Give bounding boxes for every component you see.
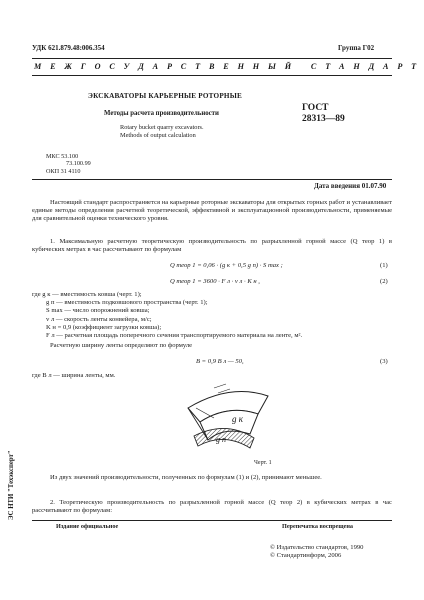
side-stamp: ЭС НТИ "Техэксперт" bbox=[8, 450, 15, 520]
paragraph-2: 2. Теоретическую производительность по разрыхленной горной массе (Q теор 2) в кубических метрах в час рассчитывают по формулам: bbox=[32, 499, 392, 515]
mks-code-2: 73.100.99 bbox=[66, 160, 91, 168]
official-edition: Издание официальное bbox=[56, 523, 119, 530]
formula-1-number: (1) bbox=[380, 262, 388, 269]
banner: М Е Ж Г О С У Д А Р С Т В Е Н Н Ы Й С Т А Н Д А Р Т bbox=[34, 62, 420, 71]
reprint-notice: Перепечатка воспрещена bbox=[282, 523, 353, 530]
doc-title: ЭКСКАВАТОРЫ КАРЬЕРНЫЕ РОТОРНЫЕ bbox=[88, 92, 242, 100]
top-rule bbox=[32, 58, 392, 59]
formula-1: Q теор 1 = 0,06 · (g к + 0,5 g п) · S max ; bbox=[170, 262, 283, 269]
def-gk: где g к — вместимость ковша (черт. 1); bbox=[32, 291, 142, 298]
gost-number bbox=[302, 103, 345, 125]
figure-caption: Черт. 1 bbox=[254, 460, 272, 466]
formula-2-number: (2) bbox=[380, 278, 388, 285]
mid-rule bbox=[32, 179, 392, 180]
def-gn: g п — вместимость подковшового пространства (черт. 1); bbox=[46, 299, 208, 307]
def-fl: F л — расчетная площадь поперечного сечения транспортируемого материала на ленте, м². bbox=[46, 332, 303, 340]
def-smax: S max — число опорожнений ковша; bbox=[46, 307, 150, 315]
english-title-line-1: Rotary bucket quarry excavators. bbox=[120, 124, 204, 131]
label-gk: g к bbox=[232, 414, 243, 424]
def-vl: v л — скорость ленты конвейера, м/с; bbox=[46, 315, 152, 323]
udk-code: УДК 621.879.48:006.354 bbox=[32, 44, 105, 52]
def-bl: где B л — ширина ленты, мм. bbox=[32, 372, 116, 379]
doc-subtitle: Методы расчета производительности bbox=[104, 110, 219, 117]
footer-rule bbox=[32, 520, 392, 521]
english-title bbox=[120, 124, 204, 140]
paragraph-min: Из двух значений производительности, полученных по формулам (1) и (2), принимают меньшее. bbox=[50, 474, 322, 481]
bucket-tooth-marks bbox=[214, 384, 230, 393]
group-code: Группа Г02 bbox=[338, 44, 375, 52]
english-title-line-2: Methods of output calculation bbox=[120, 132, 196, 139]
gost-label: ГОСТ bbox=[302, 103, 329, 113]
bucket-figure bbox=[170, 378, 280, 458]
paragraph-width: Расчетную ширину ленты определяют по формуле bbox=[50, 342, 193, 349]
mks-code: МКС 53.100 bbox=[46, 153, 79, 160]
intro-date: Дата введения 01.07.90 bbox=[314, 182, 387, 190]
paragraph-scope: Настоящий стандарт распространяется на карьерные роторные экскаваторы для открытых горных работ и устанавливает единые методы определения расчетной теоретической, эффективной и эксплуатационной производительности, применяемые для сравнительной оценки технического уровня. bbox=[32, 199, 392, 223]
okp-code: ОКП 31 4110 bbox=[46, 167, 81, 175]
definitions bbox=[32, 291, 392, 340]
banner-rule bbox=[32, 75, 392, 76]
label-gn: g п bbox=[216, 435, 226, 444]
dimension-line bbox=[196, 408, 214, 418]
copyright-2: © Стандартинформ, 2006 bbox=[270, 552, 342, 560]
paragraph-1: 1. Максимальную расчетную теоретическую производительность по разрыхленной горной массе (Q теор 1) в кубических метрах в час рассчитывают по формулам bbox=[32, 238, 392, 254]
formula-3-number: (3) bbox=[380, 358, 388, 365]
classification-codes bbox=[46, 153, 91, 175]
copyright bbox=[270, 544, 363, 560]
formula-3: B = 0,9 B л — 50, bbox=[196, 358, 244, 365]
copyright-1: © Издательство стандартов, 1990 bbox=[270, 544, 364, 551]
def-kn: K н = 0,9 (коэффициент загрузки ковша); bbox=[46, 323, 162, 331]
formula-2: Q теор 1 = 3600 · F л · v л · K н , bbox=[170, 278, 260, 285]
gost-code: 28313—89 bbox=[302, 114, 345, 124]
